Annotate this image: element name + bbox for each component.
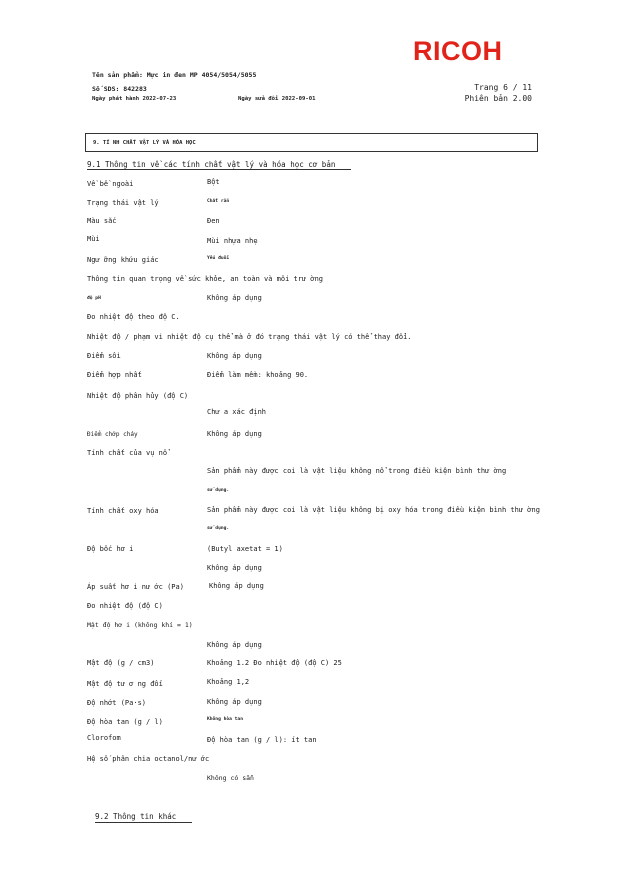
oxidizing-value-cont: sử dụng. [207, 526, 230, 531]
viscosity-value: Không áp dụng [207, 698, 262, 706]
melting-point-label: Điểm hợp nhất [87, 371, 142, 379]
melting-point-value: Điểm làm mềm: khoảng 90. [207, 371, 309, 379]
product-name: Tên sản phẩm: Mực in đen MP 4054/5054/5055 [92, 71, 257, 79]
subsection-heading: 9.1 Thông tin về các tính chất vật lý và hóa học cơ bản [87, 160, 336, 169]
solubility-label: Độ hòa tan (g / l) [87, 718, 163, 726]
revision-date: Ngày sửa đổi 2022-09-01 [238, 96, 316, 102]
flash-point-label: Điểm chớp cháy [87, 431, 138, 438]
decomposition-label: Nhiệt độ phân hủy (độ C) [87, 392, 189, 400]
subsection-underline-2 [95, 822, 192, 823]
vapor-pressure-temp: Đo nhiệt độ (độ C) [87, 602, 163, 610]
section-title: 9. TÍ NH CHẤT VẬT LÝ VÀ HÓA HỌC [93, 140, 196, 146]
boiling-point-value: Không áp dụng [207, 352, 262, 360]
color-label: Màu sắc [87, 217, 117, 225]
issue-date: Ngày phát hành 2022-07-23 [92, 96, 177, 102]
explosive-label: Tính chất của vụ nổ [87, 449, 168, 457]
odor-value: Mùi nhựa nhẹ [207, 237, 258, 245]
page-number: Trang 6 / 11 [474, 83, 532, 92]
section-title-box [85, 133, 538, 152]
vapor-density-value: Không áp dụng [207, 641, 262, 649]
chloroform-value: Độ hòa tan (g / l): ít tan [207, 736, 317, 744]
boiling-point-label: Điểm sôi [87, 352, 121, 360]
vapor-pressure-value: Không áp dụng [209, 582, 264, 590]
appearance-value: Bột [207, 178, 220, 186]
physical-state-label: Trạng thái vật lý [87, 199, 159, 207]
relative-density-label: Mật độ tư ơ ng đối [87, 680, 163, 688]
version-number: Phiên bản 2.00 [464, 94, 532, 103]
odor-threshold-value: Yếu đuối [207, 256, 230, 261]
relative-density-value: Khoảng 1,2 [207, 678, 250, 686]
decomposition-value: Chư a xác định [207, 408, 267, 416]
ph-value: Không áp dụng [207, 294, 262, 302]
odor-label: Mùi [87, 235, 100, 243]
vapor-pressure-label: Áp suất hơ i nư ớc (Pa) [87, 583, 184, 591]
explosive-value-cont: sử dụng. [207, 488, 230, 493]
subsection-underline [87, 169, 351, 170]
viscosity-label: Độ nhớt (Pa·s) [87, 699, 147, 707]
appearance-label: Về bề ngoài [87, 180, 134, 188]
ph-label: độ pH [87, 296, 101, 301]
solubility-value: Không hòa tan [207, 717, 243, 722]
partition-value: Không có sẵn [207, 774, 254, 782]
explosive-value: Sản phẩm này được coi là vật liệu không nổ trong điều kiện bình thư ờng [207, 467, 507, 475]
evaporation-label: Độ bốc hơ i [87, 545, 134, 553]
sds-number: Số SDS: 842283 [92, 85, 147, 93]
partition-label: Hệ số phân chia octanol/nư ớc [87, 755, 210, 763]
temp-range-note: Nhiệt độ / phạm vi nhiệt độ cụ thể mà ở đó trạng thái vật lý có thể thay đổi. [87, 333, 412, 341]
density-value: Khoảng 1.2 Đo nhiệt độ (độ C) 25 [207, 659, 342, 667]
ricoh-logo: RICOH [413, 36, 503, 66]
chloroform-label: Clorofom [87, 734, 121, 742]
color-value: Đen [207, 217, 220, 225]
oxidizing-label: Tính chất oxy hóa [87, 507, 159, 515]
vapor-density-label: Mật độ hơ i (không khí = 1) [87, 621, 193, 629]
odor-threshold-label: Ngư ỡng khứu giác [87, 256, 159, 264]
health-safety-info: Thông tin quan trọng về sức khỏe, an toàn và môi trư ờng [87, 275, 324, 283]
subsection-heading-2: 9.2 Thông tin khác [95, 812, 177, 821]
temp-unit-note: Đo nhiệt độ theo độ C. [87, 313, 180, 321]
oxidizing-value: Sản phẩm này được coi là vật liệu không bị oxy hóa trong điều kiện bình thư ờng [207, 506, 540, 514]
physical-state-value: Chất rắn [207, 199, 230, 204]
flash-point-value: Không áp dụng [207, 430, 262, 438]
density-label: Mật độ (g / cm3) [87, 659, 155, 667]
evaporation-ref: (Butyl axetat = 1) [207, 545, 283, 553]
evaporation-value: Không áp dụng [207, 564, 262, 572]
